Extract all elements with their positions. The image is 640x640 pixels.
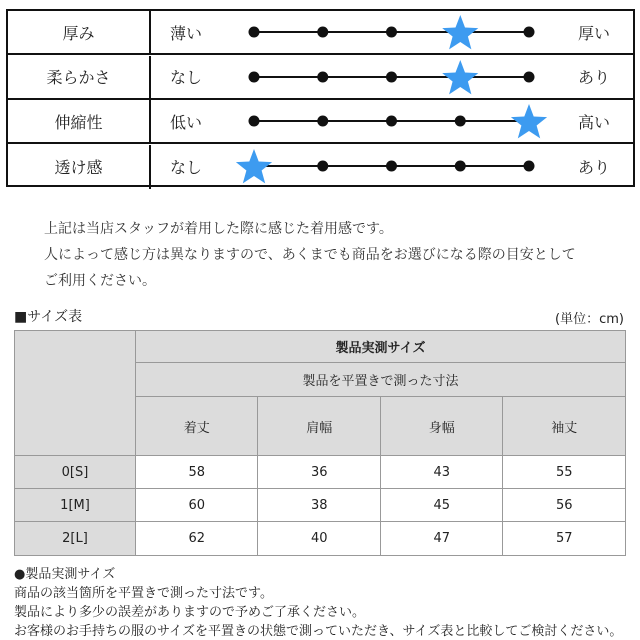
rating-scale bbox=[8, 100, 633, 142]
feel-row bbox=[8, 11, 633, 55]
rating-star-icon bbox=[236, 149, 272, 183]
corner-cell bbox=[15, 331, 136, 456]
cell: 58 bbox=[136, 456, 258, 489]
scale-dot bbox=[455, 160, 466, 171]
cell: 36 bbox=[258, 456, 380, 489]
column-header: 肩幅 bbox=[258, 397, 380, 456]
scale-dot bbox=[386, 27, 397, 38]
table-row bbox=[15, 456, 626, 489]
rating-star-icon bbox=[511, 104, 547, 138]
table-row bbox=[15, 522, 626, 556]
footer-line: 商品の該当箇所を平置きで測った寸法です。 bbox=[14, 586, 273, 601]
footer-line: 製品により多少の誤差がありますので予めご了承ください。 bbox=[14, 605, 366, 620]
scale-dot bbox=[317, 116, 328, 127]
feel-label: 透け感 bbox=[8, 145, 151, 189]
scale-max-label: あり bbox=[578, 68, 611, 87]
unit-label: (単位：cm) bbox=[555, 312, 624, 327]
note-line: ご利用ください。 bbox=[44, 273, 156, 289]
size-table-title: ■サイズ表 bbox=[14, 309, 83, 325]
scale-max-label: あり bbox=[578, 158, 611, 177]
cell: 43 bbox=[380, 456, 502, 489]
scale-dot bbox=[524, 27, 535, 38]
scale-dot bbox=[317, 160, 328, 171]
column-header: 身幅 bbox=[380, 397, 502, 456]
cell: 47 bbox=[380, 522, 502, 556]
note-line: 上記は当店スタッフが着用した際に感じた着用感です。 bbox=[44, 221, 393, 237]
scale-dot bbox=[386, 160, 397, 171]
scale-dot bbox=[455, 116, 466, 127]
cell: 60 bbox=[136, 489, 258, 522]
size-label: 1[M] bbox=[15, 489, 136, 522]
scale-dot bbox=[249, 27, 260, 38]
header-measured: 製品実測サイズ bbox=[136, 331, 626, 363]
feel-label: 柔らかさ bbox=[8, 56, 151, 98]
scale-min-label: なし bbox=[170, 158, 203, 177]
note-line: 人によって感じ方は異なりますので、あくまでも商品をお選びになる際の目安として bbox=[44, 247, 576, 263]
cell: 40 bbox=[258, 522, 380, 556]
scale-min-label: 薄い bbox=[170, 23, 203, 43]
footer-heading: ●製品実測サイズ bbox=[14, 567, 116, 582]
footer-line: お客様のお手持ちの服のサイズを平置きの状態で測っていただき、サイズ表と比較してご検討ください。 bbox=[14, 624, 623, 639]
scale-min-label: なし bbox=[170, 68, 203, 87]
feel-row bbox=[8, 100, 633, 144]
cell: 55 bbox=[503, 456, 626, 489]
scale-min-label: 低い bbox=[170, 112, 203, 132]
feel-label: 伸縮性 bbox=[8, 100, 151, 142]
feel-label: 厚み bbox=[8, 11, 151, 53]
scale-max-label: 厚い bbox=[578, 23, 611, 43]
wear-feel-table bbox=[6, 9, 635, 187]
rating-star-icon bbox=[442, 15, 478, 49]
scale-dot bbox=[386, 116, 397, 127]
size-label: 0[S] bbox=[15, 456, 136, 489]
column-header: 着丈 bbox=[136, 397, 258, 456]
table-row bbox=[15, 489, 626, 522]
cell: 56 bbox=[503, 489, 626, 522]
size-table bbox=[14, 330, 626, 556]
rating-star-icon bbox=[442, 60, 478, 94]
scale-dot bbox=[317, 27, 328, 38]
cell: 57 bbox=[503, 522, 626, 556]
header-method: 製品を平置きで測った寸法 bbox=[136, 363, 626, 397]
scale-dot bbox=[386, 71, 397, 82]
scale-dot bbox=[524, 160, 535, 171]
cell: 62 bbox=[136, 522, 258, 556]
size-label: 2[L] bbox=[15, 522, 136, 556]
feel-row bbox=[8, 56, 633, 100]
rating-scale bbox=[8, 56, 633, 98]
column-header: 袖丈 bbox=[503, 397, 626, 456]
scale-dot bbox=[317, 71, 328, 82]
feel-row bbox=[8, 145, 633, 189]
rating-scale bbox=[8, 11, 633, 53]
scale-dot bbox=[524, 71, 535, 82]
scale-max-label: 高い bbox=[578, 112, 611, 132]
cell: 38 bbox=[258, 489, 380, 522]
scale-dot bbox=[249, 71, 260, 82]
scale-dot bbox=[249, 116, 260, 127]
rating-scale bbox=[8, 145, 633, 189]
cell: 45 bbox=[380, 489, 502, 522]
